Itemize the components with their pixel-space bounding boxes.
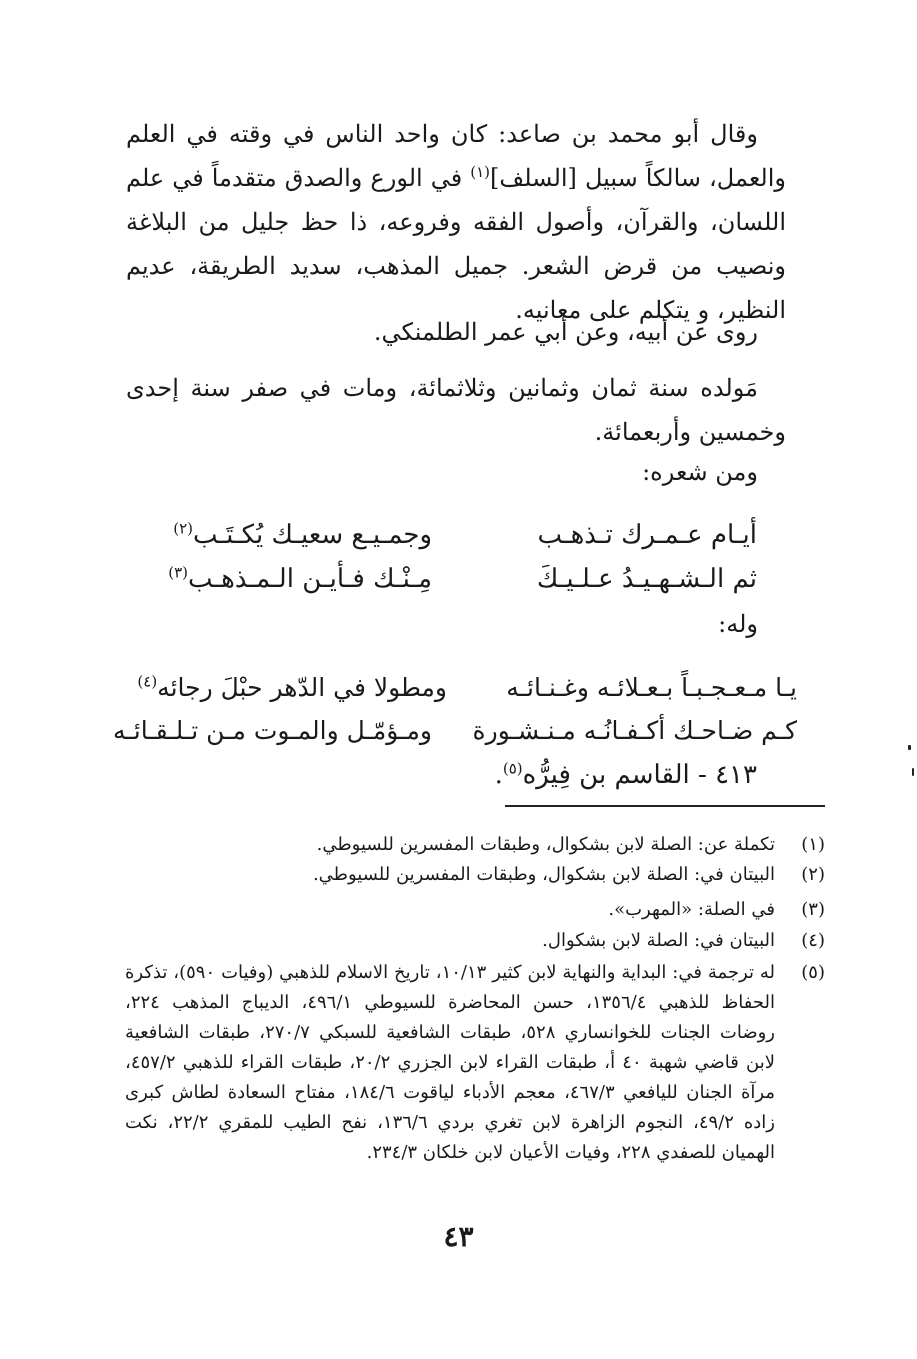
footnote-text: تكملة عن: الصلة لابن بشكوال، وطبقات المفسرين للسيوطي. xyxy=(316,834,775,855)
verse-first-hemistich: أيـام عـمـرك تـذهـب xyxy=(537,520,757,550)
footnote-text: البيتان في: الصلة لابن بشكوال. xyxy=(542,930,775,951)
verse-second-hemistich xyxy=(137,673,447,702)
entry-heading xyxy=(495,760,757,790)
footnote-text: البيتان في: الصلة لابن بشكوال، وطبقات المفسرين للسيوطي. xyxy=(312,864,775,885)
poem-intro xyxy=(126,458,786,486)
scan-speck xyxy=(912,768,914,776)
verse-text: ومطولا في الدّهر حبْلَ رجائه xyxy=(157,673,447,702)
page-number: ٤٣ xyxy=(443,1220,474,1253)
footnote-number: (٢) xyxy=(801,864,825,885)
footnote-ref-3: (٣) xyxy=(168,563,189,582)
poem-intro xyxy=(126,610,786,638)
footnote-ref-2: (٢) xyxy=(173,519,193,538)
verse-first-hemistich: ثم الـشـهـيـدُ عـلـيـكَ xyxy=(536,564,757,594)
footnote-number: (٣) xyxy=(801,899,825,920)
footnote-5 xyxy=(125,958,825,1168)
footnote-2 xyxy=(125,860,825,889)
paragraph-text: مَولده سنة ثمان وثمانين وثلاثمائة، ومات في صفر سنة إحدى وخمسين وأربعمائة. xyxy=(126,374,786,446)
paragraph-text: روى عن أبيه، وعن أبي عمر الطلمنكي. xyxy=(373,318,758,346)
paragraph-narration xyxy=(126,318,786,346)
entry-heading-end: . xyxy=(494,760,503,790)
poem-intro-text: ومن شعره: xyxy=(642,458,758,486)
footnote-1 xyxy=(125,830,825,859)
poem-intro-text: وله: xyxy=(718,610,758,638)
paragraph-birth-death xyxy=(126,366,786,454)
paragraph-text-continued: في الورع والصدق متقدماً في علم اللسان، والقرآن، وأصول الفقه وفروعه، ذا حظ جليل من البلاغة ونصيب من قرض الشعر. جميل المذهب، سديد الطريقة، عديم النظير، و يتكلم على معانيه. xyxy=(126,164,786,324)
footnote-number: (٥) xyxy=(801,962,825,983)
footnote-3 xyxy=(125,895,825,924)
scan-speck xyxy=(908,745,911,750)
footnote-ref-5: (٥) xyxy=(502,759,523,778)
verse-first-hemistich: يـا مـعـجـبـاً بـعـلائـه وغـنـائـه xyxy=(506,673,797,702)
entry-heading-text: ٤١٣ - القاسم بن فِيرُّه xyxy=(522,760,757,790)
verse-second-hemistich: ومـؤمّـل والمـوت مـن تـلـقـائـه xyxy=(113,716,432,745)
footnote-separator xyxy=(505,805,825,807)
verse-second-hemistich xyxy=(168,564,432,594)
footnote-4 xyxy=(125,926,825,955)
paragraph-text: وقال أبو محمد بن صاعد: كان واحد الناس في وقته في العلم والعمل، سالكاً سبيل [السلف] xyxy=(126,120,787,192)
footnote-ref-1: (١) xyxy=(470,163,491,181)
footnote-ref-4: (٤) xyxy=(137,672,158,691)
verse-text: مِـنْـك فـأيـن الـمـذهـب xyxy=(188,564,432,594)
footnote-text: له ترجمة في: البداية والنهاية لابن كثير ١٠/١٣، تاريخ الاسلام للذهبي (وفيات ٥٩٠)، تذكرة الحفاظ للذهبي ١٣٥٦/٤، حسن المحاضرة للسيوطي ٤٩٦/١، الديباج المذهب ٢٢٤، روضات الجنات للخوانساري ٥٢٨، طبقات الشافعية للسبكي ٢٧٠/٧، طبقات الشافعية لابن قاضي شهبة ٤٠ أ، طبقات القراء لابن الجزري ٢٠/٢، طبقات القراء للذهبي ٤٥٧/٢، مرآة الجنان لليافعي ٤٦٧/٣، معجم الأدباء لياقوت ١٨٤/٦، مفتاح السعادة لطاش كبرى زاده ٤٩/٢، النجوم الزاهرة لابن تغري بردي ١٣٦/٦، نفح الطيب للمقري ٢٢/٢، نكت الهميان للصفدي ٢٢٨، وفيات الأعيان لابن خلكان ٢٣٤/٣. xyxy=(125,962,776,1163)
verse-text: وجمـيـع سعيـك يُكـتَـب xyxy=(192,520,432,550)
verse-first-hemistich: كـم ضـاحـك أكـفـانُـه مـنـشـورة xyxy=(472,716,797,745)
paragraph-ibn-said xyxy=(126,112,786,332)
footnote-number: (١) xyxy=(801,834,825,855)
footnote-number: (٤) xyxy=(801,930,825,951)
footnote-text: في الصلة: «المهرب». xyxy=(608,899,775,920)
verse-second-hemistich xyxy=(173,520,432,550)
